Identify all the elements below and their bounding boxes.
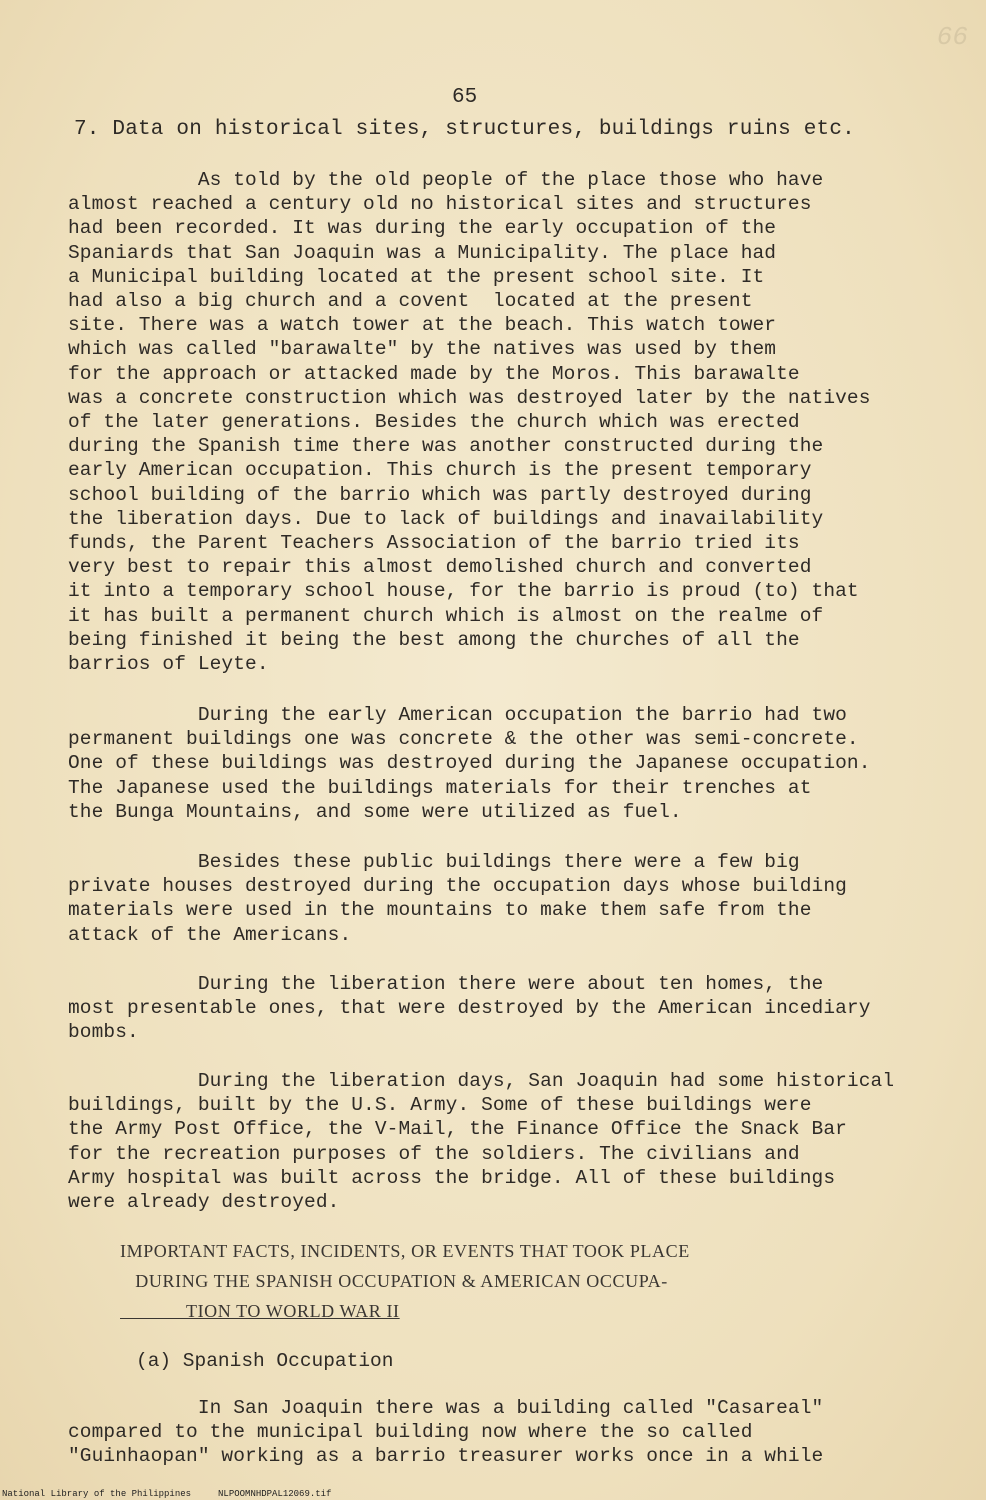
paragraph-liberation-homes: During the liberation there were about ten homes, the most presentable ones, that were destroyed by the American incediary bombs. xyxy=(68,973,871,1044)
section-heading: 7. Data on historical sites, structures, buildings ruins etc. xyxy=(74,118,855,141)
faint-page-stamp: 66 xyxy=(936,22,968,52)
page-number: 65 xyxy=(452,86,478,109)
archive-footer: National Library of the Philippines NLPOOMNHDPAL12069.tif xyxy=(2,1489,332,1499)
paragraph-historical-sites: As told by the old people of the place those who have almost reached a century old no historical sites and structures had been recorded. It was during the early occupation of the Spaniards that San Joaquin was a Municipality. The place had a Municipal building located at the present school site. It had also a big church and a covent located at the present site. There was a watch tower at the beach. This watch tower which was called "barawalte" by the natives was used by them for the approach or attacked made by the Moros. This barawalte was a concrete construction which was destroyed later by the natives of the later generations. Besides the church which was erected during the Spanish time there was another constructed during the early American occupation. This church is the present temporary school building of the barrio which was partly destroyed during the liberation days. Due to lack of buildings and inavailability funds, the Parent Teachers Association of the barrio tried its very best to repair this almost demolished church and converted it into a temporary school house, for the barrio is proud (to) that it has built a permanent church which is almost on the realme of being finished it being the best among the churches of all the barrios of Leyte. xyxy=(68,169,871,676)
paragraph-private-houses: Besides these public buildings there were a few big private houses destroyed during the occupation days whose building materials were used in the mountains to make them safe from the attack of the Americans. xyxy=(68,851,847,946)
important-facts-heading: IMPORTANT FACTS, INCIDENTS, OR EVENTS THAT TOOK PLACE DURING THE SPANISH OCCUPATION & AMERICAN OCCUPA- TION TO WORLD WAR II xyxy=(120,1241,690,1321)
paragraph-american-occupation: During the early American occupation the barrio had two permanent buildings one was concrete & the other was semi-concrete. One of these buildings was destroyed during the Japanese occupation. The Japanese used the buildings materials for their trenches at the Bunga Mountains, and some were utilized as fuel. xyxy=(68,704,871,823)
paragraph-us-army-buildings: During the liberation days, San Joaquin had some historical buildings, built by the U.S. Army. Some of these buildings were the Army Post Office, the V-Mail, the Finance Office the Snack Bar for the recreation purposes of the soldiers. The civilians and Army hospital was built across the bridge. All of these buildings were already destroyed. xyxy=(68,1070,895,1214)
spanish-occupation-subheading: (a) Spanish Occupation xyxy=(136,1350,394,1372)
paragraph-casareal: In San Joaquin there was a building called "Casareal" compared to the municipal building now where the so called "Guinhaopan" working as a barrio treasurer works once in a while xyxy=(68,1397,824,1468)
